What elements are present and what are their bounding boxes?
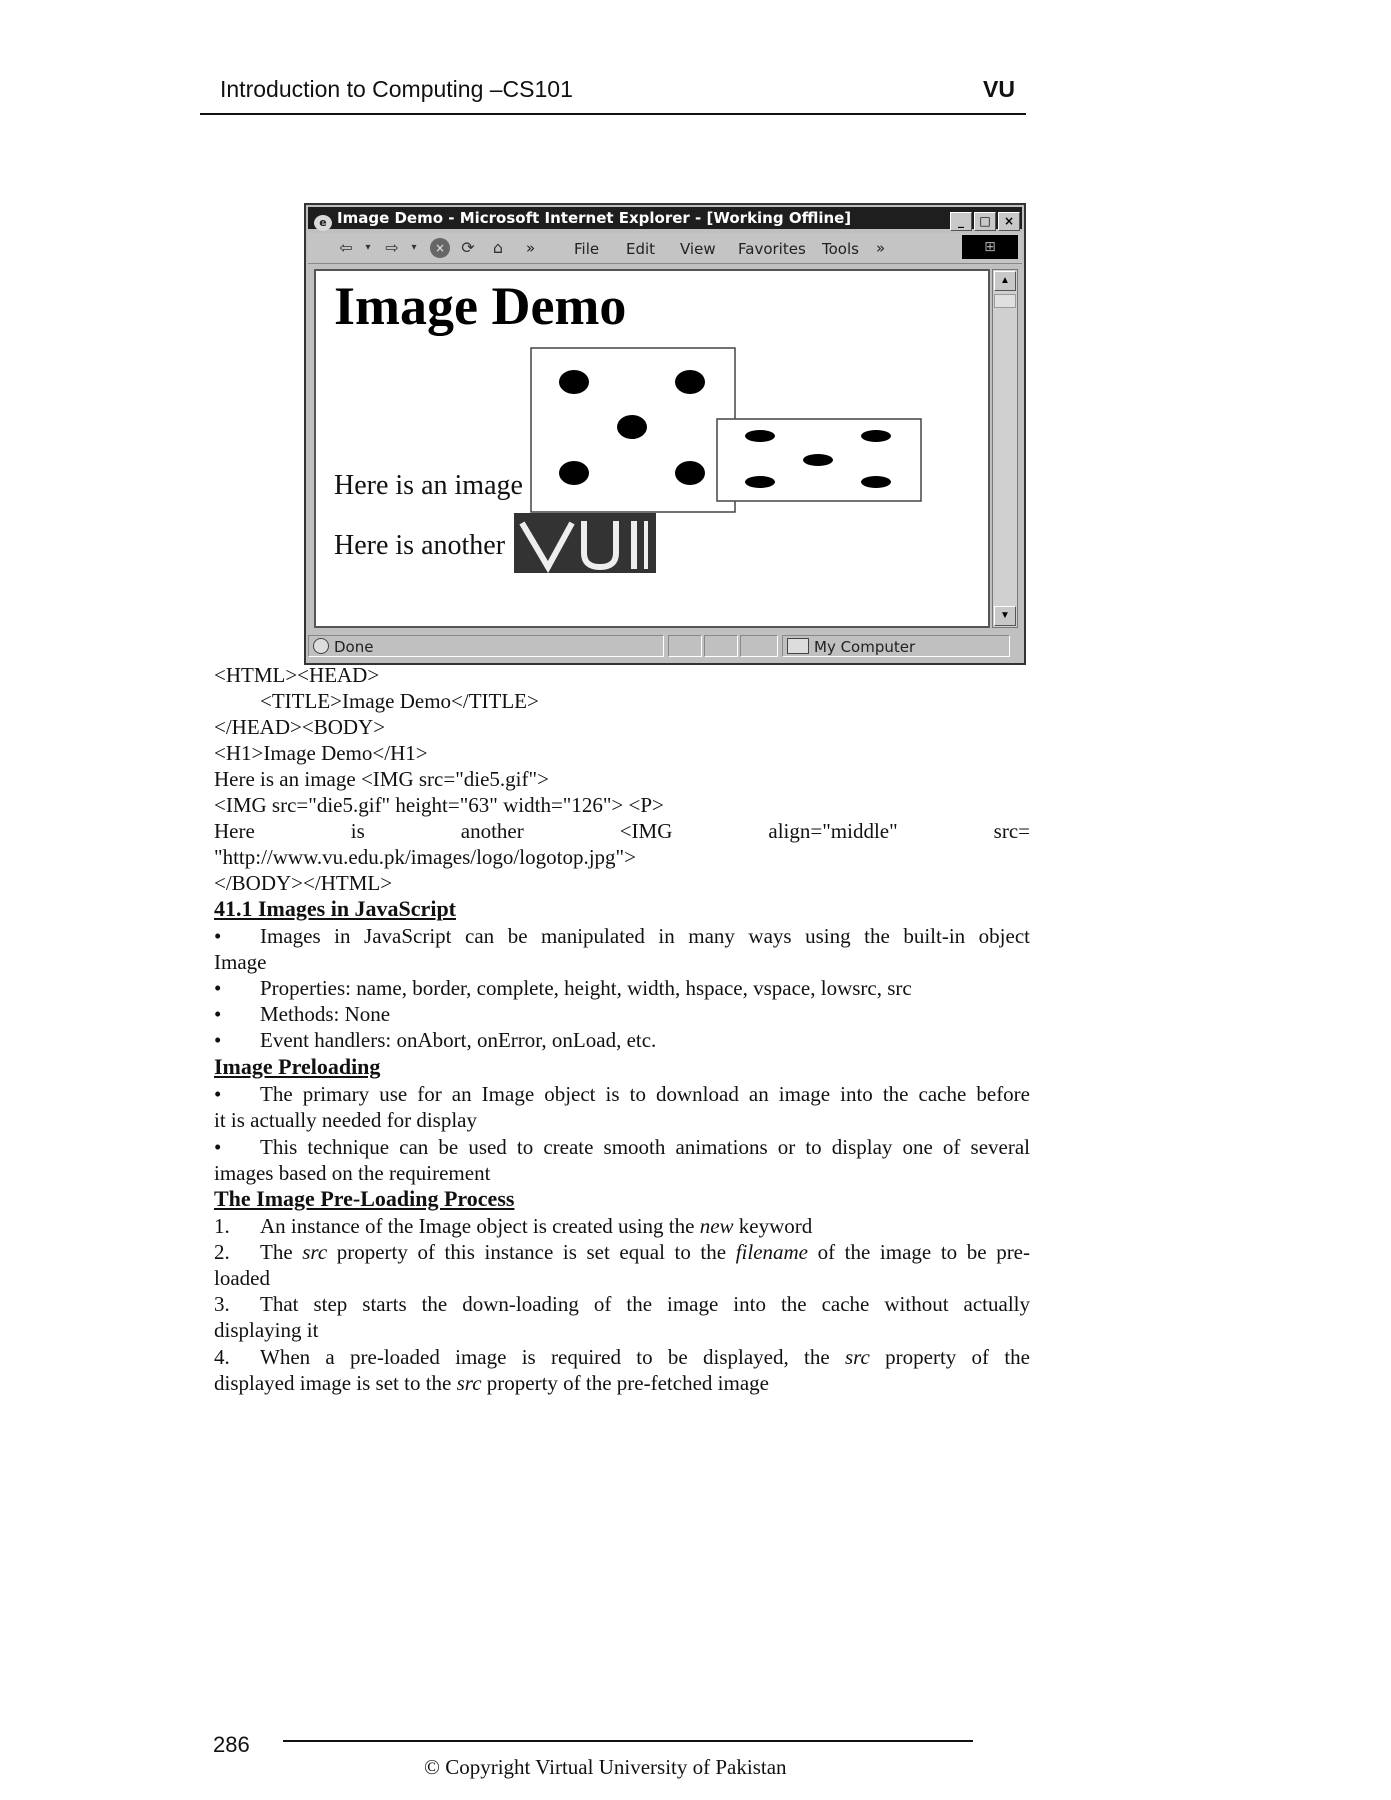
demo-text-another: Here is another [334,530,506,561]
browser-viewport [314,269,990,628]
status-cell [740,635,778,657]
forward-dropdown-icon[interactable]: ▾ [411,242,417,253]
menu-view[interactable]: View [680,240,716,258]
bullet: • [214,1028,222,1052]
bullet: • [214,1135,222,1159]
text-run: The [260,1240,303,1264]
text-run: property of this instance is set equal to the [327,1240,736,1264]
section-heading: The Image Pre-Loading Process [214,1186,515,1211]
bullet: • [214,924,222,948]
browser-screenshot [304,203,1026,665]
code-word: src= [993,819,1030,843]
text-run-italic: src [456,1371,482,1395]
code-line: <IMG src="die5.gif" height="63" width="126"> <P> [214,793,664,817]
item-number: 2. [214,1240,230,1264]
home-icon[interactable]: ⌂ [492,238,504,257]
text-run-italic: src [302,1240,328,1264]
item-number: 4. [214,1345,230,1369]
code-word: is [350,819,365,843]
text-run-italic: new [699,1214,734,1238]
vertical-scrollbar[interactable] [992,269,1018,628]
list-item-continuation: it is actually needed for display [214,1108,478,1132]
page-number: 286 [213,1732,250,1757]
numbered-item-text [260,1239,1030,1265]
footer-copyright: © Copyright Virtual University of Pakistan [424,1755,787,1779]
section-heading: Image Preloading [214,1054,381,1079]
text-run: of the image to be pre- [808,1240,1030,1264]
scroll-down-arrow-icon[interactable]: ▼ [994,606,1016,626]
bullet: • [214,1002,222,1026]
code-line: "http://www.vu.edu.pk/images/logo/logotop.jpg"> [214,845,636,869]
text-run: displayed image is set to the [214,1371,457,1395]
text-run: keyword [733,1214,813,1238]
status-cell [668,635,702,657]
status-done-label: Done [334,638,374,656]
status-cell [704,635,738,657]
code-line: <H1>Image Demo</H1> [214,741,428,765]
item-number: 1. [214,1214,230,1238]
demo-heading: Image Demo [334,276,627,336]
bullet: • [214,1082,222,1106]
menu-favorites[interactable]: Favorites [738,240,806,258]
browser-titlebar [308,207,1022,229]
code-line-justified [214,818,1030,844]
item-number: 3. [214,1292,230,1316]
browser-title: Image Demo - Microsoft Internet Explorer - [Working Offline] [337,209,852,227]
window-buttons [948,209,1020,231]
computer-icon [787,638,809,654]
forward-arrow-icon[interactable]: ⇨ [385,238,399,257]
list-item-text: The primary use for an Image object is to download an image into the cache before [260,1082,1030,1106]
scroll-up-arrow-icon[interactable]: ▲ [994,271,1016,291]
footer-rule [283,1740,973,1742]
die-five-resized-image [716,418,922,502]
text-run: When a pre-loaded image is required to be displayed, the [260,1345,845,1369]
code-word: <IMG [619,819,673,843]
list-item-text: This technique can be used to create smooth animations or to display one of several [260,1135,1030,1159]
refresh-icon[interactable]: ⟳ [461,238,475,257]
toolbar-more-icon[interactable]: » [526,239,536,257]
text-run: property of the pre-fetched image [481,1371,769,1395]
menu-file[interactable]: File [574,240,600,258]
menu-edit[interactable]: Edit [626,240,656,258]
code-line: </BODY></HTML> [214,871,393,895]
status-zone [782,635,1010,657]
page-done-icon [313,638,329,654]
numbered-item-text: That step starts the down-loading of the image into the cache without actually [260,1292,1030,1316]
ie-logo-icon: e [314,215,332,231]
back-arrow-icon[interactable]: ⇦ [339,238,353,257]
die-five-image [530,347,736,513]
page-header-title: Introduction to Computing –CS101 [220,76,573,102]
back-dropdown-icon[interactable]: ▾ [365,242,371,253]
menu-tools[interactable]: Tools [822,240,859,258]
numbered-item-text [260,1344,1030,1370]
browser-statusbar [308,633,1022,659]
code-line: <TITLE>Image Demo</TITLE> [260,689,539,713]
code-word: Here [214,819,255,843]
text-run-italic: src [844,1345,870,1369]
code-word: align="middle" [768,819,898,843]
browser-toolbar [308,233,1022,264]
header-rule [200,113,1026,115]
status-done [308,635,664,657]
code-line: </HEAD><BODY> [214,715,386,739]
stop-icon[interactable]: × [430,238,450,258]
list-item-text: Images in JavaScript can be manipulated in many ways using the built-in object [260,924,1030,948]
text-run: An instance of the Image object is created using the [260,1214,700,1238]
close-button[interactable]: × [998,212,1020,231]
menu-more-icon[interactable]: » [876,239,886,257]
code-line: <HTML><HEAD> [214,663,380,687]
vu-logo-image [514,513,656,573]
minimize-button[interactable]: _ [950,212,972,231]
list-item-text: Methods: None [260,1002,391,1026]
bullet: • [214,976,222,1000]
section-heading: 41.1 Images in JavaScript [214,896,456,921]
code-word: another [460,819,524,843]
status-zone-label: My Computer [814,638,916,656]
list-item-continuation: Image [214,950,267,974]
list-item-continuation: images based on the requirement [214,1161,491,1185]
numbered-item-text [260,1213,1030,1239]
demo-text-image: Here is an image [334,470,523,501]
maximize-button[interactable]: □ [974,212,996,231]
numbered-item-continuation: displaying it [214,1318,319,1342]
numbered-item-continuation: loaded [214,1266,270,1290]
code-line: Here is an image <IMG src="die5.gif"> [214,767,549,791]
numbered-item-continuation [214,1370,1030,1396]
list-item-text: Event handlers: onAbort, onError, onLoad, etc. [260,1028,657,1052]
page-header-vu: VU [983,76,1015,102]
scroll-thumb[interactable] [994,294,1016,308]
windows-logo-icon: ⊞ [962,235,1018,259]
text-run: property of the [869,1345,1030,1369]
list-item-text: Properties: name, border, complete, height, width, hspace, vspace, lowsrc, src [260,976,912,1000]
text-run-italic: filename [735,1240,808,1264]
